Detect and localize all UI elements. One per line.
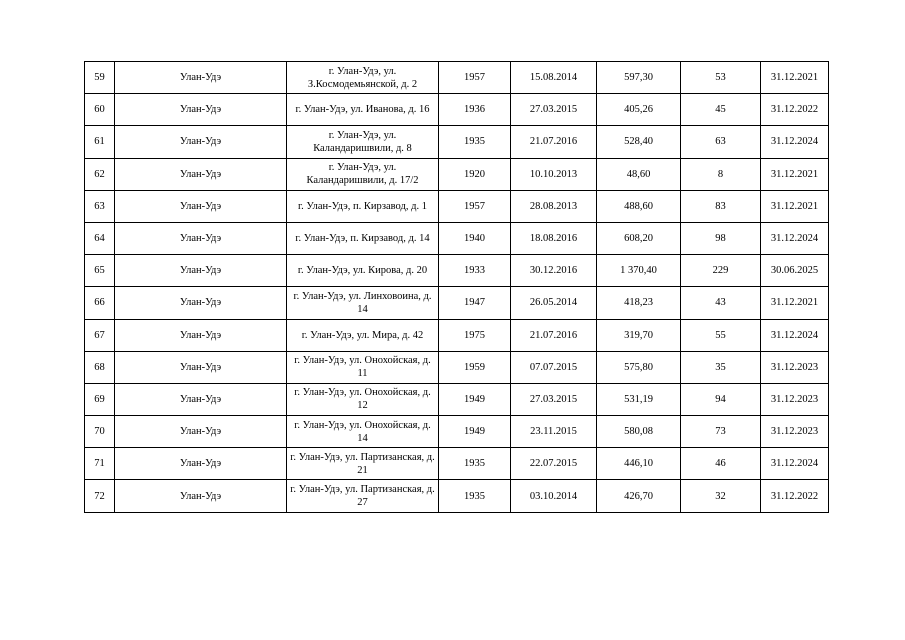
address-cell: г. Улан-Удэ, п. Кирзавод, д. 14 xyxy=(287,222,439,254)
table-row xyxy=(85,158,829,190)
inspection-date-cell: 21.07.2016 xyxy=(511,319,597,351)
inspection-date-cell: 10.10.2013 xyxy=(511,158,597,190)
row-number-cell: 65 xyxy=(85,255,115,287)
city-cell: Улан-Удэ xyxy=(115,222,287,254)
year-built-cell: 1957 xyxy=(439,62,511,94)
deadline-cell: 31.12.2021 xyxy=(761,287,829,319)
city-cell: Улан-Удэ xyxy=(115,351,287,383)
table-row xyxy=(85,351,829,383)
address-cell: г. Улан-Удэ, ул. Каландаришвили, д. 8 xyxy=(287,126,439,158)
row-number-cell: 66 xyxy=(85,287,115,319)
address-cell: г. Улан-Удэ, ул. Онохойская, д. 11 xyxy=(287,351,439,383)
city-cell: Улан-Удэ xyxy=(115,158,287,190)
table-row xyxy=(85,222,829,254)
address-cell: г. Улан-Удэ, ул. Партизанская, д. 27 xyxy=(287,480,439,512)
area-cell: 608,20 xyxy=(597,222,681,254)
city-cell: Улан-Удэ xyxy=(115,255,287,287)
deadline-cell: 31.12.2024 xyxy=(761,222,829,254)
year-built-cell: 1935 xyxy=(439,480,511,512)
address-cell: г. Улан-Удэ, ул. Мира, д. 42 xyxy=(287,319,439,351)
area-cell: 580,08 xyxy=(597,416,681,448)
year-built-cell: 1949 xyxy=(439,416,511,448)
inspection-date-cell: 28.08.2013 xyxy=(511,190,597,222)
row-number-cell: 68 xyxy=(85,351,115,383)
row-number-cell: 62 xyxy=(85,158,115,190)
area-cell: 426,70 xyxy=(597,480,681,512)
address-cell: г. Улан-Удэ, ул. Партизанская, д. 21 xyxy=(287,448,439,480)
residents-count-cell: 94 xyxy=(681,383,761,415)
deadline-cell: 31.12.2024 xyxy=(761,126,829,158)
residents-count-cell: 32 xyxy=(681,480,761,512)
residents-count-cell: 229 xyxy=(681,255,761,287)
city-cell: Улан-Удэ xyxy=(115,190,287,222)
deadline-cell: 31.12.2021 xyxy=(761,190,829,222)
year-built-cell: 1947 xyxy=(439,287,511,319)
row-number-cell: 60 xyxy=(85,94,115,126)
area-cell: 528,40 xyxy=(597,126,681,158)
area-cell: 319,70 xyxy=(597,319,681,351)
year-built-cell: 1940 xyxy=(439,222,511,254)
row-number-cell: 61 xyxy=(85,126,115,158)
table-row xyxy=(85,383,829,415)
row-number-cell: 69 xyxy=(85,383,115,415)
deadline-cell: 31.12.2024 xyxy=(761,319,829,351)
deadline-cell: 31.12.2023 xyxy=(761,383,829,415)
residents-count-cell: 43 xyxy=(681,287,761,319)
year-built-cell: 1935 xyxy=(439,448,511,480)
row-number-cell: 67 xyxy=(85,319,115,351)
deadline-cell: 31.12.2023 xyxy=(761,351,829,383)
city-cell: Улан-Удэ xyxy=(115,319,287,351)
address-cell: г. Улан-Удэ, п. Кирзавод, д. 1 xyxy=(287,190,439,222)
row-number-cell: 70 xyxy=(85,416,115,448)
residents-count-cell: 8 xyxy=(681,158,761,190)
year-built-cell: 1935 xyxy=(439,126,511,158)
area-cell: 1 370,40 xyxy=(597,255,681,287)
area-cell: 531,19 xyxy=(597,383,681,415)
residents-count-cell: 73 xyxy=(681,416,761,448)
year-built-cell: 1933 xyxy=(439,255,511,287)
year-built-cell: 1957 xyxy=(439,190,511,222)
residents-count-cell: 83 xyxy=(681,190,761,222)
table-row xyxy=(85,126,829,158)
city-cell: Улан-Удэ xyxy=(115,383,287,415)
inspection-date-cell: 07.07.2015 xyxy=(511,351,597,383)
inspection-date-cell: 15.08.2014 xyxy=(511,62,597,94)
city-cell: Улан-Удэ xyxy=(115,62,287,94)
deadline-cell: 31.12.2024 xyxy=(761,448,829,480)
residents-count-cell: 53 xyxy=(681,62,761,94)
inspection-date-cell: 22.07.2015 xyxy=(511,448,597,480)
inspection-date-cell: 26.05.2014 xyxy=(511,287,597,319)
table-row xyxy=(85,94,829,126)
residents-count-cell: 63 xyxy=(681,126,761,158)
deadline-cell: 31.12.2023 xyxy=(761,416,829,448)
residents-count-cell: 55 xyxy=(681,319,761,351)
city-cell: Улан-Удэ xyxy=(115,94,287,126)
area-cell: 418,23 xyxy=(597,287,681,319)
address-cell: г. Улан-Удэ, ул. З.Космодемьянской, д. 2 xyxy=(287,62,439,94)
address-cell: г. Улан-Удэ, ул. Иванова, д. 16 xyxy=(287,94,439,126)
housing-table xyxy=(84,61,829,513)
city-cell: Улан-Удэ xyxy=(115,287,287,319)
inspection-date-cell: 30.12.2016 xyxy=(511,255,597,287)
inspection-date-cell: 03.10.2014 xyxy=(511,480,597,512)
inspection-date-cell: 21.07.2016 xyxy=(511,126,597,158)
row-number-cell: 63 xyxy=(85,190,115,222)
area-cell: 405,26 xyxy=(597,94,681,126)
residents-count-cell: 45 xyxy=(681,94,761,126)
deadline-cell: 30.06.2025 xyxy=(761,255,829,287)
city-cell: Улан-Удэ xyxy=(115,126,287,158)
inspection-date-cell: 23.11.2015 xyxy=(511,416,597,448)
year-built-cell: 1936 xyxy=(439,94,511,126)
area-cell: 575,80 xyxy=(597,351,681,383)
table-row xyxy=(85,62,829,94)
inspection-date-cell: 27.03.2015 xyxy=(511,94,597,126)
city-cell: Улан-Удэ xyxy=(115,448,287,480)
table-row xyxy=(85,480,829,512)
city-cell: Улан-Удэ xyxy=(115,416,287,448)
deadline-cell: 31.12.2021 xyxy=(761,62,829,94)
table-row xyxy=(85,287,829,319)
year-built-cell: 1959 xyxy=(439,351,511,383)
inspection-date-cell: 27.03.2015 xyxy=(511,383,597,415)
row-number-cell: 64 xyxy=(85,222,115,254)
row-number-cell: 59 xyxy=(85,62,115,94)
table-row xyxy=(85,255,829,287)
table-row xyxy=(85,319,829,351)
row-number-cell: 71 xyxy=(85,448,115,480)
residents-count-cell: 98 xyxy=(681,222,761,254)
row-number-cell: 72 xyxy=(85,480,115,512)
table-row xyxy=(85,448,829,480)
area-cell: 48,60 xyxy=(597,158,681,190)
area-cell: 446,10 xyxy=(597,448,681,480)
area-cell: 488,60 xyxy=(597,190,681,222)
city-cell: Улан-Удэ xyxy=(115,480,287,512)
deadline-cell: 31.12.2022 xyxy=(761,480,829,512)
year-built-cell: 1949 xyxy=(439,383,511,415)
year-built-cell: 1975 xyxy=(439,319,511,351)
address-cell: г. Улан-Удэ, ул. Каландаришвили, д. 17/2 xyxy=(287,158,439,190)
table-body xyxy=(85,62,829,513)
deadline-cell: 31.12.2022 xyxy=(761,94,829,126)
table-row xyxy=(85,190,829,222)
address-cell: г. Улан-Удэ, ул. Онохойская, д. 14 xyxy=(287,416,439,448)
table-row xyxy=(85,416,829,448)
deadline-cell: 31.12.2021 xyxy=(761,158,829,190)
year-built-cell: 1920 xyxy=(439,158,511,190)
residents-count-cell: 35 xyxy=(681,351,761,383)
inspection-date-cell: 18.08.2016 xyxy=(511,222,597,254)
address-cell: г. Улан-Удэ, ул. Линховоина, д. 14 xyxy=(287,287,439,319)
address-cell: г. Улан-Удэ, ул. Онохойская, д. 12 xyxy=(287,383,439,415)
address-cell: г. Улан-Удэ, ул. Кирова, д. 20 xyxy=(287,255,439,287)
residents-count-cell: 46 xyxy=(681,448,761,480)
area-cell: 597,30 xyxy=(597,62,681,94)
